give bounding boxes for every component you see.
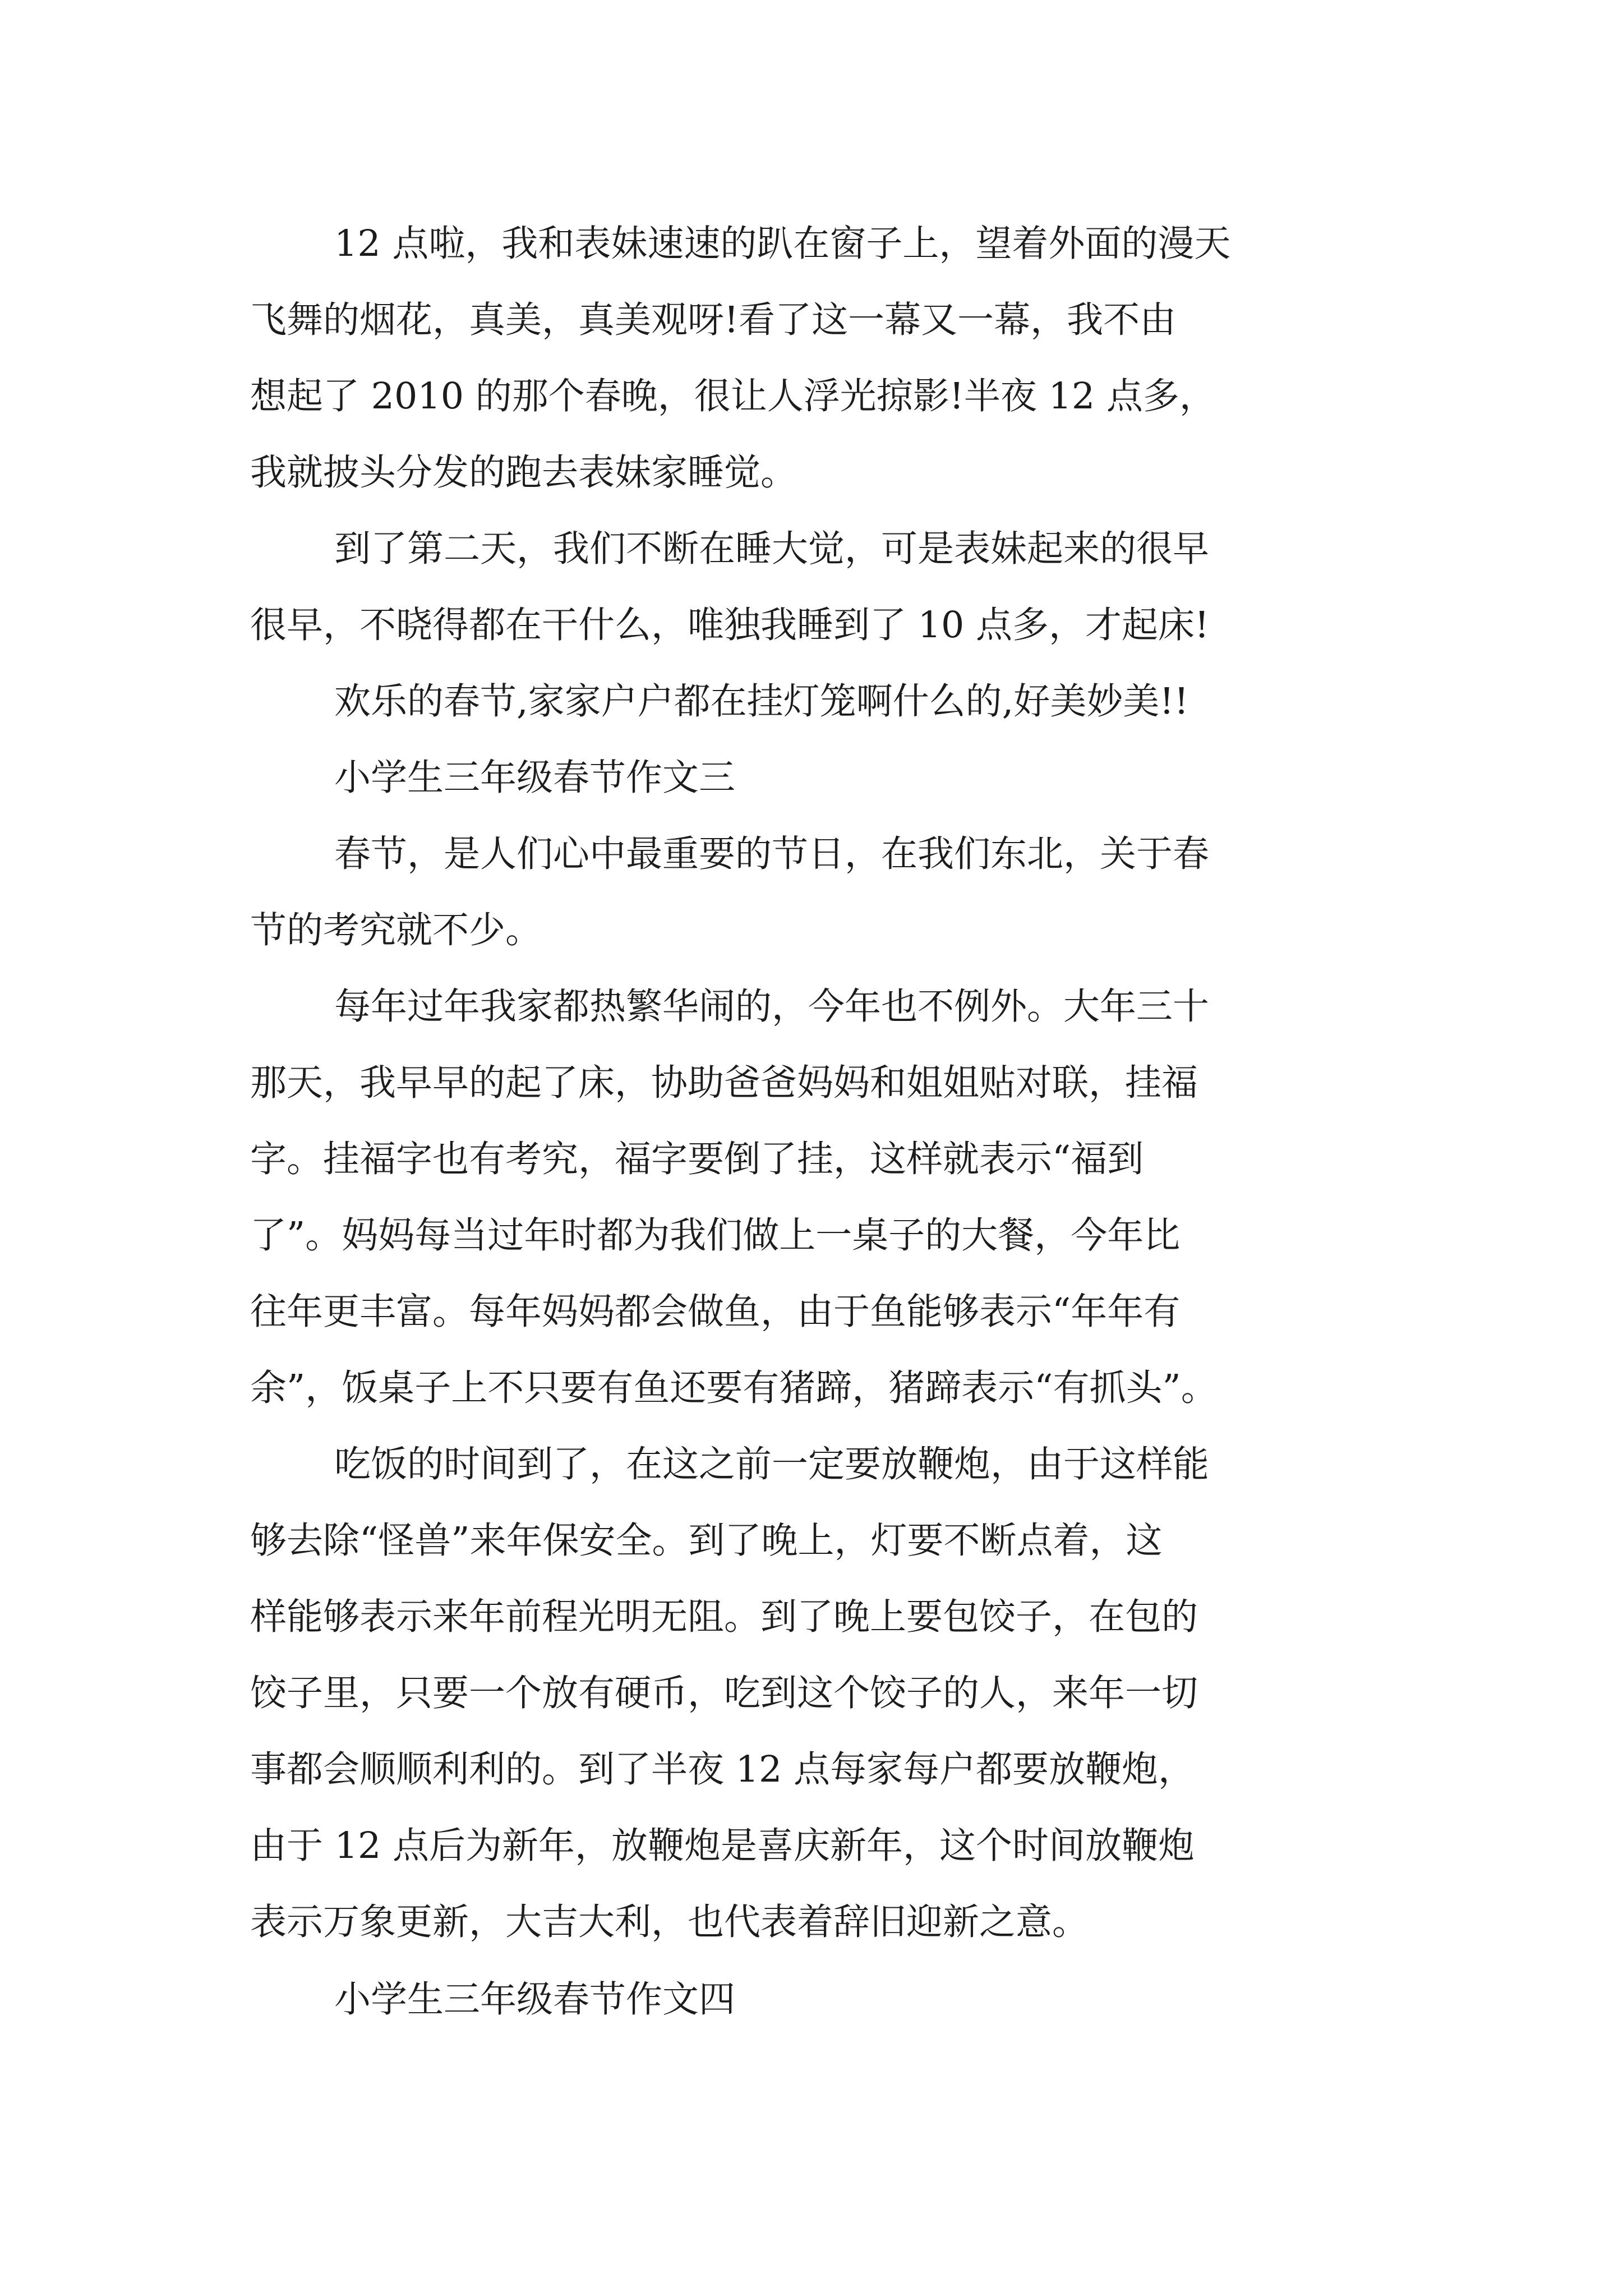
text-line: 每年过年我家都热繁华闹的，今年也不例外。大年三十: [334, 986, 1210, 1028]
text-line: 我就披头分发的跑去表妹家睡觉。: [250, 452, 797, 494]
text-line: 事都会顺顺利利的。到了半夜 12 点每家每户都要放鞭炮，: [250, 1749, 1195, 1791]
text-line: 余”，饭桌子上不只要有鱼还要有猪蹄，猪蹄表示“有抓头”。: [250, 1367, 1218, 1409]
text-line: 够去除“怪兽”来年保安全。到了晚上，灯要不断点着，这: [250, 1520, 1163, 1562]
text-line: 那天，我早早的起了床，协助爸爸妈妈和姐姐贴对联，挂福: [250, 1062, 1198, 1104]
text-line: 饺子里，只要一个放有硬币，吃到这个饺子的人，来年一切: [250, 1672, 1198, 1714]
text-line: 了”。妈妈每当过年时都为我们做上一桌子的大餐，今年比: [250, 1214, 1181, 1257]
section-heading: 小学生三年级春节作文三: [334, 757, 736, 799]
text-line: 往年更丰富。每年妈妈都会做鱼，由于鱼能够表示“年年有: [250, 1291, 1181, 1333]
text-line: 节的考究就不少。: [250, 909, 542, 951]
text-line: 表示万象更新，大吉大利，也代表着辞旧迎新之意。: [250, 1901, 1089, 1943]
text-line: 欢乐的春节,家家户户都在挂灯笼啊什么的,好美妙美!!: [334, 680, 1189, 723]
text-line: 由于 12 点后为新年，放鞭炮是喜庆新年，这个时间放鞭炮: [250, 1825, 1195, 1867]
text-line: 12 点啦，我和表妹速速的趴在窗子上，望着外面的漫天: [334, 223, 1231, 265]
text-line: 样能够表示来年前程光明无阻。到了晚上要包饺子，在包的: [250, 1596, 1198, 1638]
text-line: 字。挂福字也有考究，福字要倒了挂，这样就表示“福到: [250, 1138, 1144, 1180]
text-line: 到了第二天，我们不断在睡大觉，可是表妹起来的很早: [334, 528, 1210, 570]
text-line: 想起了 2010 的那个春晚，很让人浮光掠影!半夜 12 点多，: [250, 375, 1216, 417]
text-line: 飞舞的烟花，真美，真美观呀!看了这一幕又一幕，我不由: [250, 299, 1177, 341]
text-line: 吃饭的时间到了，在这之前一定要放鞭炮，由于这样能: [334, 1443, 1210, 1485]
text-line: 春节，是人们心中最重要的节日，在我们东北，关于春: [334, 833, 1210, 875]
section-heading: 小学生三年级春节作文四: [334, 1978, 736, 2021]
text-line: 很早，不晓得都在干什么，唯独我睡到了 10 点多，才起床!: [250, 604, 1210, 646]
